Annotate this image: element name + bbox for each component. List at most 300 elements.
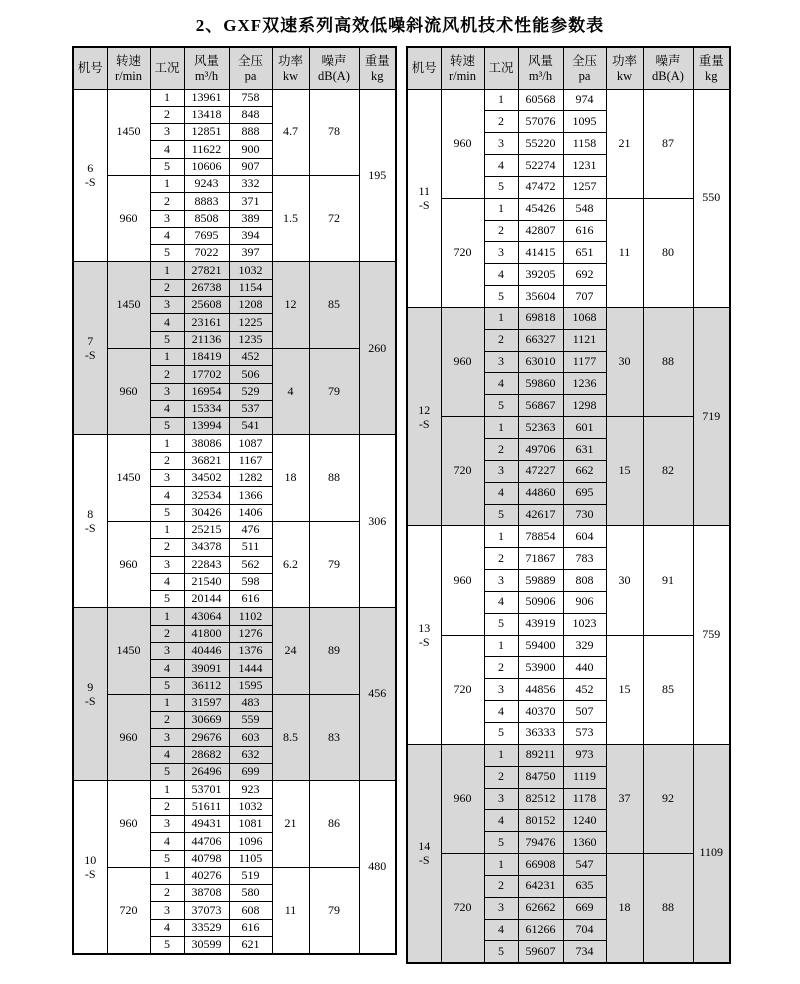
header-power: [606, 47, 643, 89]
airflow-cell: 30426: [184, 504, 229, 521]
airflow-cell: 28682: [184, 746, 229, 763]
condition-cell: 3: [484, 242, 518, 264]
power-cell: 1.5: [272, 175, 309, 261]
tables-container: [0, 46, 800, 976]
power-cell: 24: [272, 608, 309, 694]
condition-cell: 2: [484, 875, 518, 897]
airflow-cell: 42617: [518, 504, 563, 526]
pressure-cell: 1360: [563, 832, 606, 854]
condition-cell: 5: [150, 331, 184, 348]
weight-cell: 456: [359, 608, 396, 781]
pressure-cell: 900: [229, 141, 272, 158]
condition-cell: 3: [150, 729, 184, 746]
header-label: 全压: [237, 53, 263, 68]
noise-cell: 92: [643, 744, 693, 853]
airflow-cell: 49706: [518, 439, 563, 461]
condition-cell: 1: [484, 635, 518, 657]
airflow-cell: 44856: [518, 679, 563, 701]
power-cell: 21: [606, 89, 643, 198]
airflow-cell: 16954: [184, 383, 229, 400]
pressure-cell: 1032: [229, 798, 272, 815]
condition-cell: 1: [484, 307, 518, 329]
pressure-cell: 529: [229, 383, 272, 400]
condition-cell: 1: [150, 608, 184, 625]
pressure-cell: 695: [563, 482, 606, 504]
pressure-cell: 973: [563, 744, 606, 766]
airflow-cell: 51611: [184, 798, 229, 815]
airflow-cell: 36821: [184, 452, 229, 469]
condition-cell: 4: [150, 746, 184, 763]
airflow-cell: 63010: [518, 351, 563, 373]
airflow-cell: 56867: [518, 395, 563, 417]
header-noise: [643, 47, 693, 89]
pressure-cell: 332: [229, 175, 272, 192]
pressure-cell: 1282: [229, 470, 272, 487]
airflow-cell: 40370: [518, 701, 563, 723]
header-airflow: [184, 47, 229, 89]
header-airflow: [518, 47, 563, 89]
airflow-cell: 8508: [184, 210, 229, 227]
condition-cell: 5: [484, 176, 518, 198]
header-condition: [150, 47, 184, 89]
condition-cell: 4: [150, 141, 184, 158]
noise-cell: 72: [309, 175, 359, 261]
pressure-cell: 1095: [563, 111, 606, 133]
condition-cell: 2: [484, 548, 518, 570]
header-rpm: [107, 47, 150, 89]
airflow-cell: 55220: [518, 133, 563, 155]
pressure-cell: 734: [563, 941, 606, 963]
noise-cell: 89: [309, 608, 359, 694]
airflow-cell: 47472: [518, 176, 563, 198]
airflow-cell: 27821: [184, 262, 229, 279]
pressure-cell: 580: [229, 885, 272, 902]
airflow-cell: 45426: [518, 198, 563, 220]
header-label: 重量: [364, 53, 390, 68]
power-cell: 30: [606, 307, 643, 416]
pressure-cell: 1087: [229, 435, 272, 452]
condition-cell: 3: [150, 470, 184, 487]
pressure-cell: 562: [229, 556, 272, 573]
condition-cell: 1: [484, 198, 518, 220]
condition-cell: 1: [150, 175, 184, 192]
header-label: 转速: [449, 53, 475, 68]
condition-cell: 4: [150, 919, 184, 936]
airflow-cell: 29676: [184, 729, 229, 746]
pressure-cell: 1158: [563, 133, 606, 155]
pressure-cell: 1081: [229, 815, 272, 832]
condition-cell: 4: [484, 155, 518, 177]
header-label: 工况: [154, 60, 180, 75]
spec-table-right: [406, 46, 731, 964]
pressure-cell: 573: [563, 722, 606, 744]
pressure-cell: 1121: [563, 329, 606, 351]
airflow-cell: 30599: [184, 937, 229, 954]
airflow-cell: 40276: [184, 867, 229, 884]
header-label: 工况: [488, 60, 514, 75]
power-cell: 30: [606, 526, 643, 635]
header-unit: m³/h: [528, 68, 553, 83]
condition-cell: 2: [484, 657, 518, 679]
condition-cell: 3: [484, 679, 518, 701]
airflow-cell: 52363: [518, 417, 563, 439]
condition-cell: 4: [150, 573, 184, 590]
airflow-cell: 52274: [518, 155, 563, 177]
airflow-cell: 30669: [184, 712, 229, 729]
airflow-cell: 71867: [518, 548, 563, 570]
airflow-cell: 17702: [184, 366, 229, 383]
model-suffix: -S: [84, 348, 96, 363]
airflow-cell: 44860: [518, 482, 563, 504]
airflow-cell: 34502: [184, 470, 229, 487]
rpm-cell: 960: [107, 348, 150, 434]
condition-cell: 3: [150, 902, 184, 919]
rpm-cell: 960: [107, 694, 150, 780]
rpm-cell: 960: [441, 526, 484, 635]
power-cell: 15: [606, 417, 643, 526]
airflow-cell: 21136: [184, 331, 229, 348]
pressure-cell: 559: [229, 712, 272, 729]
model-cell: [73, 262, 107, 435]
condition-cell: 3: [484, 788, 518, 810]
pressure-cell: 662: [563, 460, 606, 482]
pressure-cell: 651: [563, 242, 606, 264]
condition-cell: 2: [484, 111, 518, 133]
pressure-cell: 608: [229, 902, 272, 919]
airflow-cell: 53900: [518, 657, 563, 679]
airflow-cell: 80152: [518, 810, 563, 832]
airflow-cell: 84750: [518, 766, 563, 788]
airflow-cell: 78854: [518, 526, 563, 548]
noise-cell: 88: [309, 435, 359, 521]
condition-cell: 1: [150, 348, 184, 365]
condition-cell: 2: [484, 766, 518, 788]
condition-cell: 4: [484, 482, 518, 504]
condition-cell: 4: [150, 487, 184, 504]
condition-cell: 5: [150, 504, 184, 521]
header-label: 重量: [698, 53, 724, 68]
header-label: 噪声: [655, 53, 681, 68]
airflow-cell: 20144: [184, 591, 229, 608]
airflow-cell: 41800: [184, 625, 229, 642]
model-cell: [407, 89, 441, 307]
rpm-cell: 960: [441, 744, 484, 853]
pressure-cell: 1225: [229, 314, 272, 331]
airflow-cell: 43064: [184, 608, 229, 625]
pressure-cell: 616: [229, 919, 272, 936]
airflow-cell: 32534: [184, 487, 229, 504]
header-unit: kw: [616, 68, 633, 83]
airflow-cell: 13961: [184, 89, 229, 106]
rpm-cell: 960: [107, 781, 150, 867]
page-title: 2、GXF双速系列高效低噪斜流风机技术性能参数表: [195, 16, 605, 35]
model-model: 11: [418, 184, 431, 199]
airflow-cell: 15334: [184, 400, 229, 417]
rpm-cell: 960: [441, 307, 484, 416]
airflow-cell: 64231: [518, 875, 563, 897]
header-unit: r/min: [448, 68, 477, 83]
power-cell: 12: [272, 262, 309, 348]
header-label: 全压: [571, 53, 597, 68]
model-cell: [73, 781, 107, 954]
condition-cell: 3: [484, 351, 518, 373]
model-cell: [407, 307, 441, 525]
model-suffix: -S: [84, 521, 96, 536]
power-cell: 37: [606, 744, 643, 853]
condition-cell: 5: [484, 504, 518, 526]
pressure-cell: 511: [229, 539, 272, 556]
header-unit: kw: [282, 68, 299, 83]
pressure-cell: 707: [563, 286, 606, 308]
header-weight: [693, 47, 730, 89]
airflow-cell: 61266: [518, 919, 563, 941]
pressure-cell: 1235: [229, 331, 272, 348]
spec-table-left: [72, 46, 397, 955]
noise-cell: 88: [643, 307, 693, 416]
pressure-cell: 848: [229, 106, 272, 123]
airflow-cell: 25215: [184, 521, 229, 538]
airflow-cell: 21540: [184, 573, 229, 590]
condition-cell: 3: [484, 460, 518, 482]
pressure-cell: 758: [229, 89, 272, 106]
model-cell: [407, 526, 441, 744]
pressure-cell: 1119: [563, 766, 606, 788]
airflow-cell: 25608: [184, 297, 229, 314]
pressure-cell: 692: [563, 264, 606, 286]
condition-cell: 1: [150, 867, 184, 884]
header-unit: kg: [371, 68, 384, 83]
airflow-cell: 41415: [518, 242, 563, 264]
model-model: 9: [87, 680, 94, 695]
header-model: [407, 47, 441, 89]
pressure-cell: 389: [229, 210, 272, 227]
rpm-cell: 960: [107, 175, 150, 261]
header-label: 风量: [527, 53, 553, 68]
pressure-cell: 974: [563, 89, 606, 111]
weight-cell: 759: [693, 526, 730, 744]
noise-cell: 86: [309, 781, 359, 867]
condition-cell: 2: [150, 885, 184, 902]
header-label: 风量: [193, 53, 219, 68]
pressure-cell: 923: [229, 781, 272, 798]
condition-cell: 3: [150, 556, 184, 573]
pressure-cell: 452: [229, 348, 272, 365]
pressure-cell: 1366: [229, 487, 272, 504]
power-cell: 18: [272, 435, 309, 521]
airflow-cell: 8883: [184, 193, 229, 210]
pressure-cell: 483: [229, 694, 272, 711]
airflow-cell: 39091: [184, 660, 229, 677]
airflow-cell: 33529: [184, 919, 229, 936]
header-power: [272, 47, 309, 89]
header-rpm: [441, 47, 484, 89]
condition-cell: 4: [484, 919, 518, 941]
condition-cell: 5: [150, 677, 184, 694]
airflow-cell: 62662: [518, 897, 563, 919]
airflow-cell: 50906: [518, 591, 563, 613]
pressure-cell: 1032: [229, 262, 272, 279]
header-noise: [309, 47, 359, 89]
header-pressure: [563, 47, 606, 89]
pressure-cell: 329: [563, 635, 606, 657]
airflow-cell: 7695: [184, 227, 229, 244]
rpm-cell: 960: [107, 521, 150, 607]
pressure-cell: 1105: [229, 850, 272, 867]
pressure-cell: 598: [229, 573, 272, 590]
pressure-cell: 1068: [563, 307, 606, 329]
noise-cell: 80: [643, 198, 693, 307]
airflow-cell: 18419: [184, 348, 229, 365]
model-model: 12: [418, 402, 431, 417]
pressure-cell: 616: [229, 591, 272, 608]
noise-cell: 82: [643, 417, 693, 526]
condition-cell: 5: [150, 418, 184, 435]
pressure-cell: 1376: [229, 643, 272, 660]
pressure-cell: 1444: [229, 660, 272, 677]
condition-cell: 3: [484, 897, 518, 919]
rpm-cell: 1450: [107, 262, 150, 348]
airflow-cell: 89211: [518, 744, 563, 766]
header-label: 机号: [411, 60, 437, 75]
pressure-cell: 616: [563, 220, 606, 242]
condition-cell: 2: [150, 193, 184, 210]
pressure-cell: 1208: [229, 297, 272, 314]
pressure-cell: 1298: [563, 395, 606, 417]
power-cell: 11: [272, 867, 309, 954]
condition-cell: 5: [150, 937, 184, 954]
header-unit: pa: [578, 68, 591, 83]
condition-cell: 2: [150, 798, 184, 815]
noise-cell: 88: [643, 854, 693, 963]
header-condition: [484, 47, 518, 89]
model-cell: [407, 744, 441, 962]
condition-cell: 2: [150, 106, 184, 123]
model-suffix: -S: [418, 635, 430, 650]
rpm-cell: 1450: [107, 89, 150, 175]
pressure-cell: 699: [229, 764, 272, 781]
pressure-cell: 635: [563, 875, 606, 897]
pressure-cell: 1231: [563, 155, 606, 177]
airflow-cell: 7022: [184, 245, 229, 262]
pressure-cell: 397: [229, 245, 272, 262]
pressure-cell: 1154: [229, 279, 272, 296]
weight-cell: 260: [359, 262, 396, 435]
condition-cell: 5: [150, 245, 184, 262]
condition-cell: 5: [484, 941, 518, 963]
pressure-cell: 1595: [229, 677, 272, 694]
condition-cell: 2: [150, 712, 184, 729]
condition-cell: 4: [484, 810, 518, 832]
pressure-cell: 394: [229, 227, 272, 244]
header-model: [73, 47, 107, 89]
header-unit: dB(A): [652, 68, 684, 83]
condition-cell: 5: [484, 832, 518, 854]
pressure-cell: 452: [563, 679, 606, 701]
airflow-cell: 38086: [184, 435, 229, 452]
condition-cell: 3: [150, 383, 184, 400]
model-suffix: -S: [418, 198, 430, 213]
airflow-cell: 12851: [184, 124, 229, 141]
airflow-cell: 43919: [518, 613, 563, 635]
airflow-cell: 26738: [184, 279, 229, 296]
pressure-cell: 506: [229, 366, 272, 383]
noise-cell: 78: [309, 89, 359, 175]
model-cell: [73, 89, 107, 262]
airflow-cell: 31597: [184, 694, 229, 711]
condition-cell: 1: [484, 854, 518, 876]
weight-cell: 1109: [693, 744, 730, 962]
rpm-cell: 720: [441, 198, 484, 307]
condition-cell: 1: [484, 89, 518, 111]
airflow-cell: 34378: [184, 539, 229, 556]
condition-cell: 3: [150, 210, 184, 227]
airflow-cell: 66908: [518, 854, 563, 876]
pressure-cell: 1178: [563, 788, 606, 810]
header-unit: pa: [244, 68, 257, 83]
model-suffix: -S: [418, 416, 430, 431]
airflow-cell: 36112: [184, 677, 229, 694]
header-pressure: [229, 47, 272, 89]
rpm-cell: 1450: [107, 608, 150, 694]
airflow-cell: 57076: [518, 111, 563, 133]
condition-cell: 3: [150, 815, 184, 832]
pressure-cell: 888: [229, 124, 272, 141]
pressure-cell: 507: [563, 701, 606, 723]
airflow-cell: 26496: [184, 764, 229, 781]
airflow-cell: 36333: [518, 722, 563, 744]
header-unit: m³/h: [194, 68, 219, 83]
weight-cell: 306: [359, 435, 396, 608]
pressure-cell: 704: [563, 919, 606, 941]
condition-cell: 3: [150, 124, 184, 141]
noise-cell: 79: [309, 867, 359, 954]
condition-cell: 4: [484, 264, 518, 286]
pressure-cell: 603: [229, 729, 272, 746]
pressure-cell: 1102: [229, 608, 272, 625]
noise-cell: 85: [643, 635, 693, 744]
condition-cell: 1: [150, 781, 184, 798]
pressure-cell: 1276: [229, 625, 272, 642]
model-model: 6: [87, 161, 94, 176]
airflow-cell: 13994: [184, 418, 229, 435]
airflow-cell: 40798: [184, 850, 229, 867]
condition-cell: 5: [484, 722, 518, 744]
condition-cell: 5: [484, 613, 518, 635]
condition-cell: 1: [484, 526, 518, 548]
model-suffix: -S: [418, 853, 430, 868]
airflow-cell: 40446: [184, 643, 229, 660]
condition-cell: 5: [484, 395, 518, 417]
model-cell: [73, 435, 107, 608]
airflow-cell: 47227: [518, 460, 563, 482]
condition-cell: 4: [150, 833, 184, 850]
pressure-cell: 537: [229, 400, 272, 417]
weight-cell: 550: [693, 89, 730, 307]
pressure-cell: 907: [229, 158, 272, 175]
pressure-cell: 1167: [229, 452, 272, 469]
pressure-cell: 476: [229, 521, 272, 538]
pressure-cell: 1023: [563, 613, 606, 635]
condition-cell: 2: [150, 279, 184, 296]
airflow-cell: 59400: [518, 635, 563, 657]
header-label: 功率: [277, 53, 303, 68]
noise-cell: 83: [309, 694, 359, 780]
rpm-cell: 1450: [107, 435, 150, 521]
model-model: 14: [418, 839, 431, 854]
condition-cell: 3: [150, 643, 184, 660]
airflow-cell: 59607: [518, 941, 563, 963]
condition-cell: 3: [484, 570, 518, 592]
